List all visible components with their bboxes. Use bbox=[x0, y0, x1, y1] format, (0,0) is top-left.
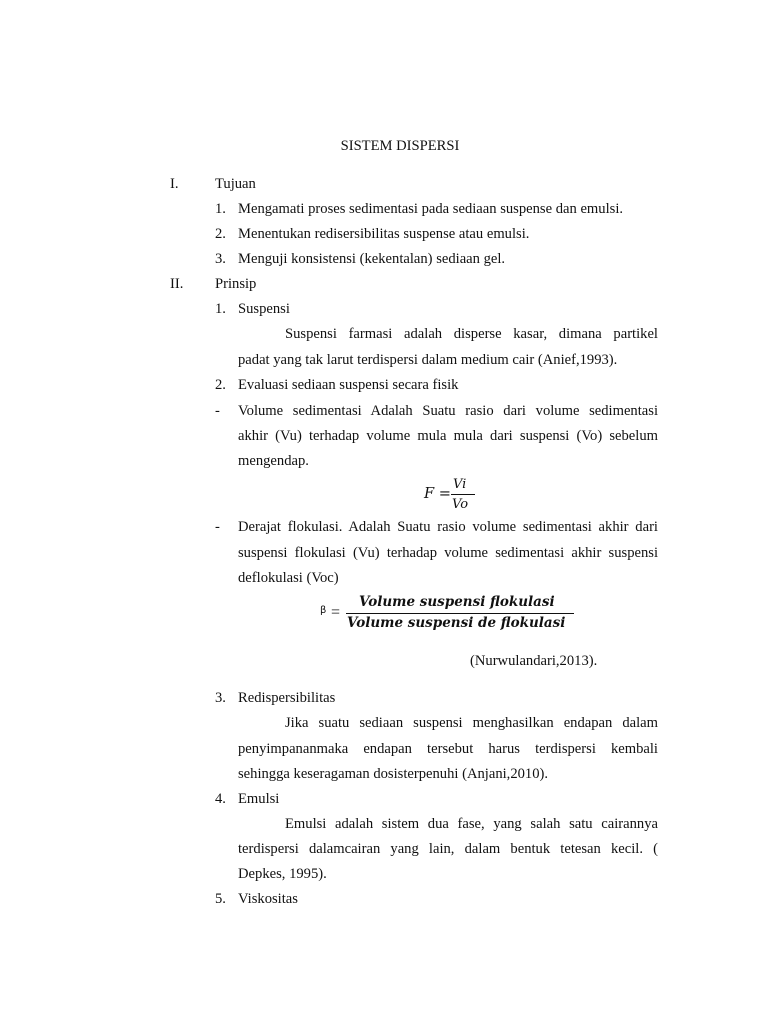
formula-denominator: Vo bbox=[452, 497, 469, 512]
paragraph-line: Emulsi adalah sistem dua fase, yang salah satu cairannya bbox=[285, 816, 658, 832]
list-number: 2. bbox=[215, 226, 226, 242]
paragraph-line: penyimpananmaka endapan tersebut harus terdispersi kembali bbox=[238, 741, 658, 757]
list-item: Menguji konsistensi (kekentalan) sediaan gel. bbox=[238, 251, 506, 267]
paragraph-line: sehingga keseragaman dosisterpenuhi (Anjani,2010). bbox=[238, 766, 549, 782]
list-item: Menentukan redisersibilitas suspense atau emulsi. bbox=[238, 226, 530, 242]
list-number: 1. bbox=[215, 301, 226, 317]
paragraph-line: Jika suatu sediaan suspensi menghasilkan endapan dalam bbox=[285, 715, 658, 731]
page-title: SISTEM DISPERSI bbox=[340, 138, 460, 154]
paragraph-line: Suspensi farmasi adalah disperse kasar, dimana partikel bbox=[285, 326, 658, 342]
list-number: 3. bbox=[215, 251, 226, 267]
list-item-label: Viskositas bbox=[238, 891, 298, 907]
list-item-label: Emulsi bbox=[238, 791, 280, 807]
formula-lhs: F = bbox=[424, 485, 451, 502]
paragraph-line: akhir (Vu) terhadap volume mula mula dari suspensi (Vo) sebelum bbox=[238, 428, 658, 444]
fraction-bar bbox=[451, 494, 475, 495]
list-item: Mengamati proses sedimentasi pada sediaan suspense dan emulsi. bbox=[238, 201, 624, 217]
formula-equals: = bbox=[331, 604, 341, 621]
list-number: 4. bbox=[215, 791, 226, 807]
paragraph-line: Depkes, 1995). bbox=[238, 866, 327, 882]
citation: (Nurwulandari,2013). bbox=[470, 653, 598, 669]
section-heading: Prinsip bbox=[215, 276, 257, 292]
formula-numerator: Vi bbox=[453, 477, 467, 492]
list-item-label: Redispersibilitas bbox=[238, 690, 336, 706]
dash-bullet: - bbox=[215, 519, 220, 535]
dash-bullet: - bbox=[215, 403, 220, 419]
list-number: 3. bbox=[215, 690, 226, 706]
list-item-label: Suspensi bbox=[238, 301, 290, 317]
section-heading: Tujuan bbox=[215, 176, 256, 192]
paragraph-line: suspensi flokulasi (Vu) terhadap volume sedimentasi akhir suspensi bbox=[238, 545, 658, 561]
section-number: I. bbox=[170, 176, 179, 192]
paragraph-line: terdispersi dalamcairan yang lain, dalam bentuk tetesan kecil. ( bbox=[238, 841, 658, 857]
paragraph-line: mengendap. bbox=[238, 453, 309, 469]
list-number: 5. bbox=[215, 891, 226, 907]
list-number: 2. bbox=[215, 377, 226, 393]
formula-denominator: Volume suspensi de flokulasi bbox=[347, 615, 566, 631]
paragraph-line: Derajat flokulasi. Adalah Suatu rasio volume sedimentasi akhir dari bbox=[238, 519, 658, 535]
formula-numerator: Volume suspensi flokulasi bbox=[359, 594, 555, 610]
paragraph-line: padat yang tak larut terdispersi dalam medium cair (Anief,1993). bbox=[238, 352, 618, 368]
section-number: II. bbox=[170, 276, 184, 292]
paragraph-line: deflokulasi (Voc) bbox=[238, 570, 339, 586]
list-number: 1. bbox=[215, 201, 226, 217]
list-item-label: Evaluasi sediaan suspensi secara fisik bbox=[238, 377, 459, 393]
paragraph-line: Volume sedimentasi Adalah Suatu rasio dari volume sedimentasi bbox=[238, 403, 658, 419]
formula-beta-symbol: β bbox=[320, 605, 327, 616]
